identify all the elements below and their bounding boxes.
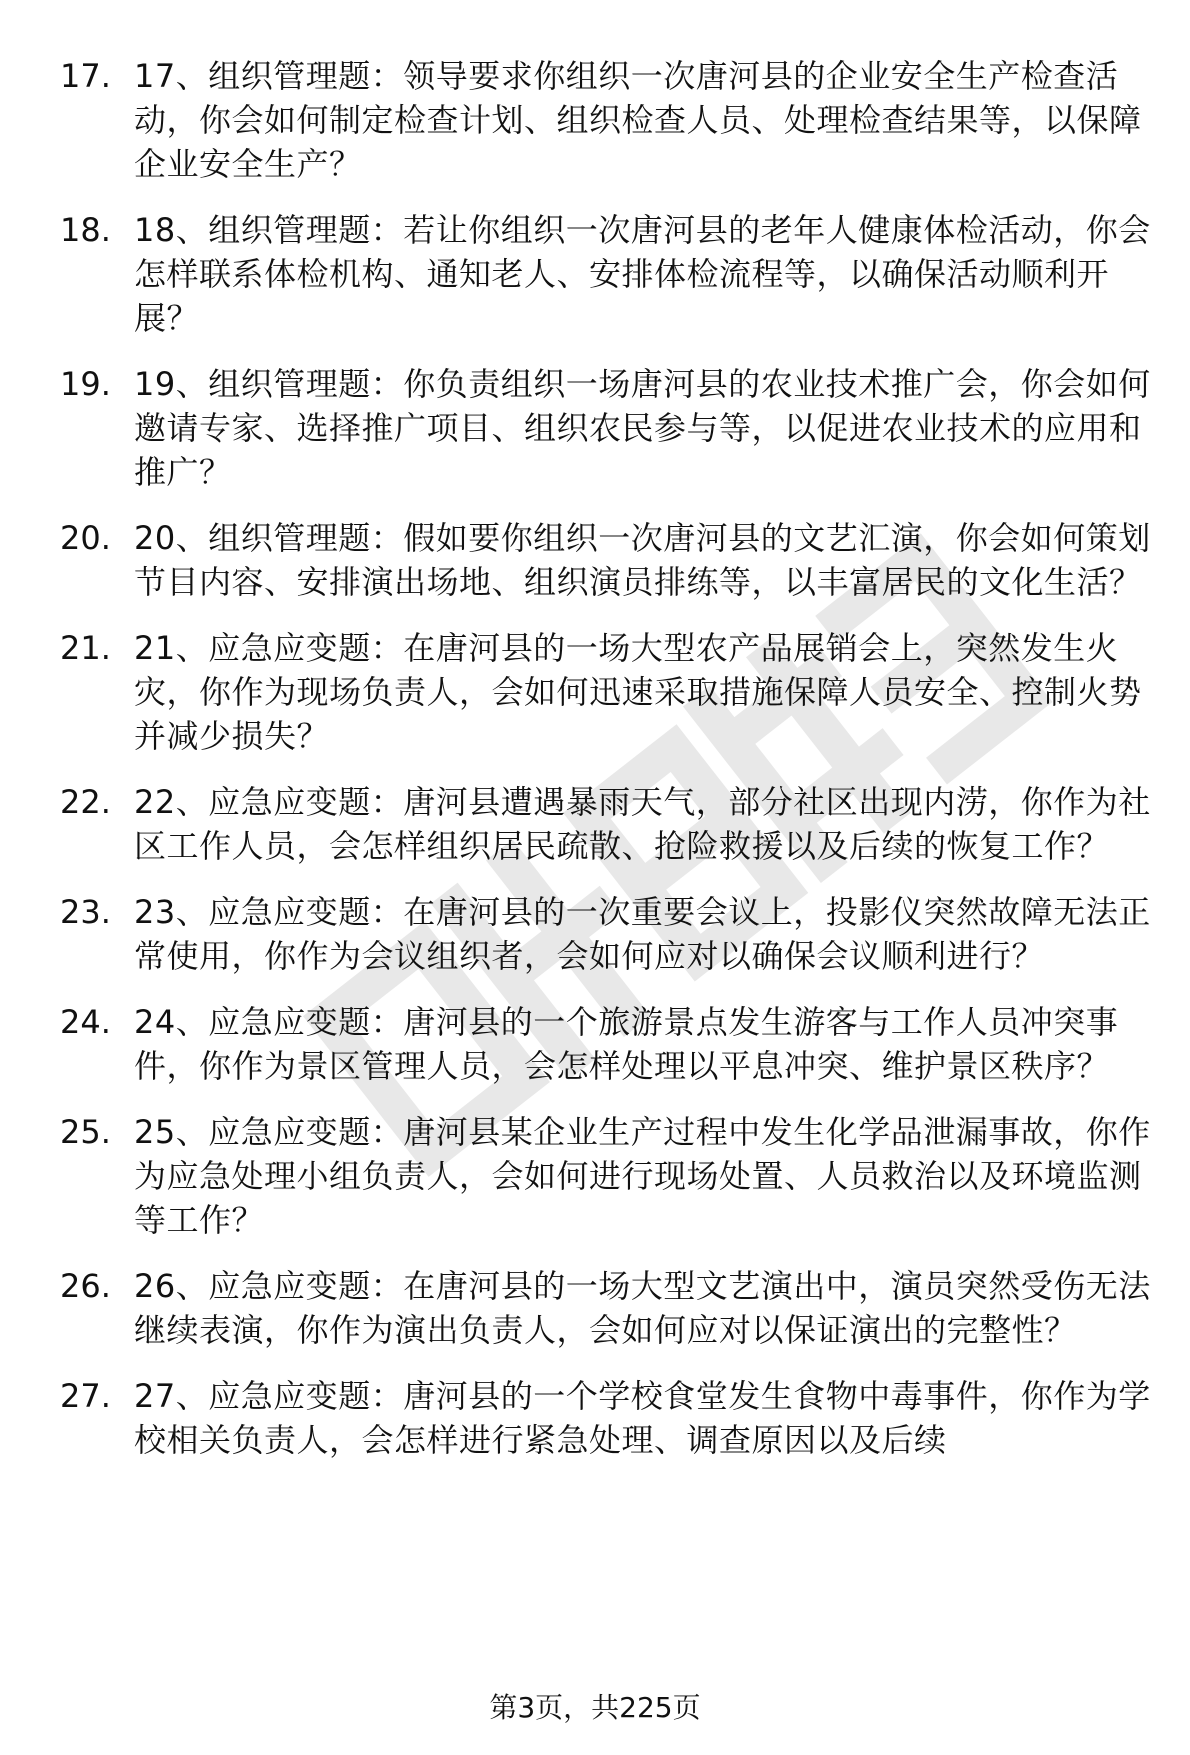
- question-text: 27、应急应变题：唐河县的一个学校食堂发生食物中毒事件，你作为学校相关负责人，会怎样进行紧急处理、调查原因以及后续: [134, 1377, 1151, 1459]
- question-number: 19.: [60, 365, 111, 403]
- question-list: [60, 54, 1160, 1484]
- question-item: [60, 890, 1160, 978]
- question-text: 25、应急应变题：唐河县某企业生产过程中发生化学品泄漏事故，你作为应急处理小组负责人，会如何进行现场处置、人员救治以及环境监测等工作？: [134, 1113, 1151, 1239]
- question-number: 24.: [60, 1003, 111, 1041]
- question-text: 24、应急应变题：唐河县的一个旅游景点发生游客与工作人员冲突事件，你作为景区管理人员，会怎样处理以平息冲突、维护景区秩序？: [134, 1003, 1119, 1085]
- question-item: [60, 626, 1160, 758]
- question-text: 26、应急应变题：在唐河县的一场大型文艺演出中，演员突然受伤无法继续表演，你作为演出负责人，会如何应对以保证演出的完整性？: [134, 1267, 1151, 1349]
- question-text: 22、应急应变题：唐河县遭遇暴雨天气，部分社区出现内涝，你作为社区工作人员，会怎样组织居民疏散、抢险救援以及后续的恢复工作？: [134, 783, 1151, 865]
- question-text: 20、组织管理题：假如要你组织一次唐河县的文艺汇演，你会如何策划节目内容、安排演出场地、组织演员排练等，以丰富居民的文化生活？: [134, 519, 1151, 601]
- question-item: [60, 1110, 1160, 1242]
- question-number: 27.: [60, 1377, 111, 1415]
- page-number-footer: 第3页，共225页: [489, 1691, 701, 1724]
- question-item: [60, 362, 1160, 494]
- question-number: 17.: [60, 57, 111, 95]
- question-number: 18.: [60, 211, 111, 249]
- question-number: 21.: [60, 629, 111, 667]
- question-number: 22.: [60, 783, 111, 821]
- question-item: [60, 1374, 1160, 1462]
- question-number: 20.: [60, 519, 111, 557]
- question-item: [60, 208, 1160, 340]
- question-text: 18、组织管理题：若让你组织一次唐河县的老年人健康体检活动，你会怎样联系体检机构、通知老人、安排体检流程等，以确保活动顺利开展？: [134, 211, 1151, 337]
- question-number: 23.: [60, 893, 111, 931]
- question-item: [60, 54, 1160, 186]
- question-item: [60, 1000, 1160, 1088]
- question-item: [60, 516, 1160, 604]
- question-item: [60, 780, 1160, 868]
- question-number: 26.: [60, 1267, 111, 1305]
- question-text: 17、组织管理题：领导要求你组织一次唐河县的企业安全生产检查活动，你会如何制定检查计划、组织检查人员、处理检查结果等，以保障企业安全生产？: [134, 57, 1142, 183]
- question-number: 25.: [60, 1113, 111, 1151]
- question-text: 21、应急应变题：在唐河县的一场大型农产品展销会上，突然发生火灾，你作为现场负责人，会如何迅速采取措施保障人员安全、控制火势并减少损失？: [134, 629, 1142, 755]
- question-text: 23、应急应变题：在唐河县的一次重要会议上，投影仪突然故障无法正常使用，你作为会议组织者，会如何应对以确保会议顺利进行？: [134, 893, 1151, 975]
- question-item: [60, 1264, 1160, 1352]
- question-text: 19、组织管理题：你负责组织一场唐河县的农业技术推广会，你会如何邀请专家、选择推广项目、组织农民参与等，以促进农业技术的应用和推广？: [134, 365, 1151, 491]
